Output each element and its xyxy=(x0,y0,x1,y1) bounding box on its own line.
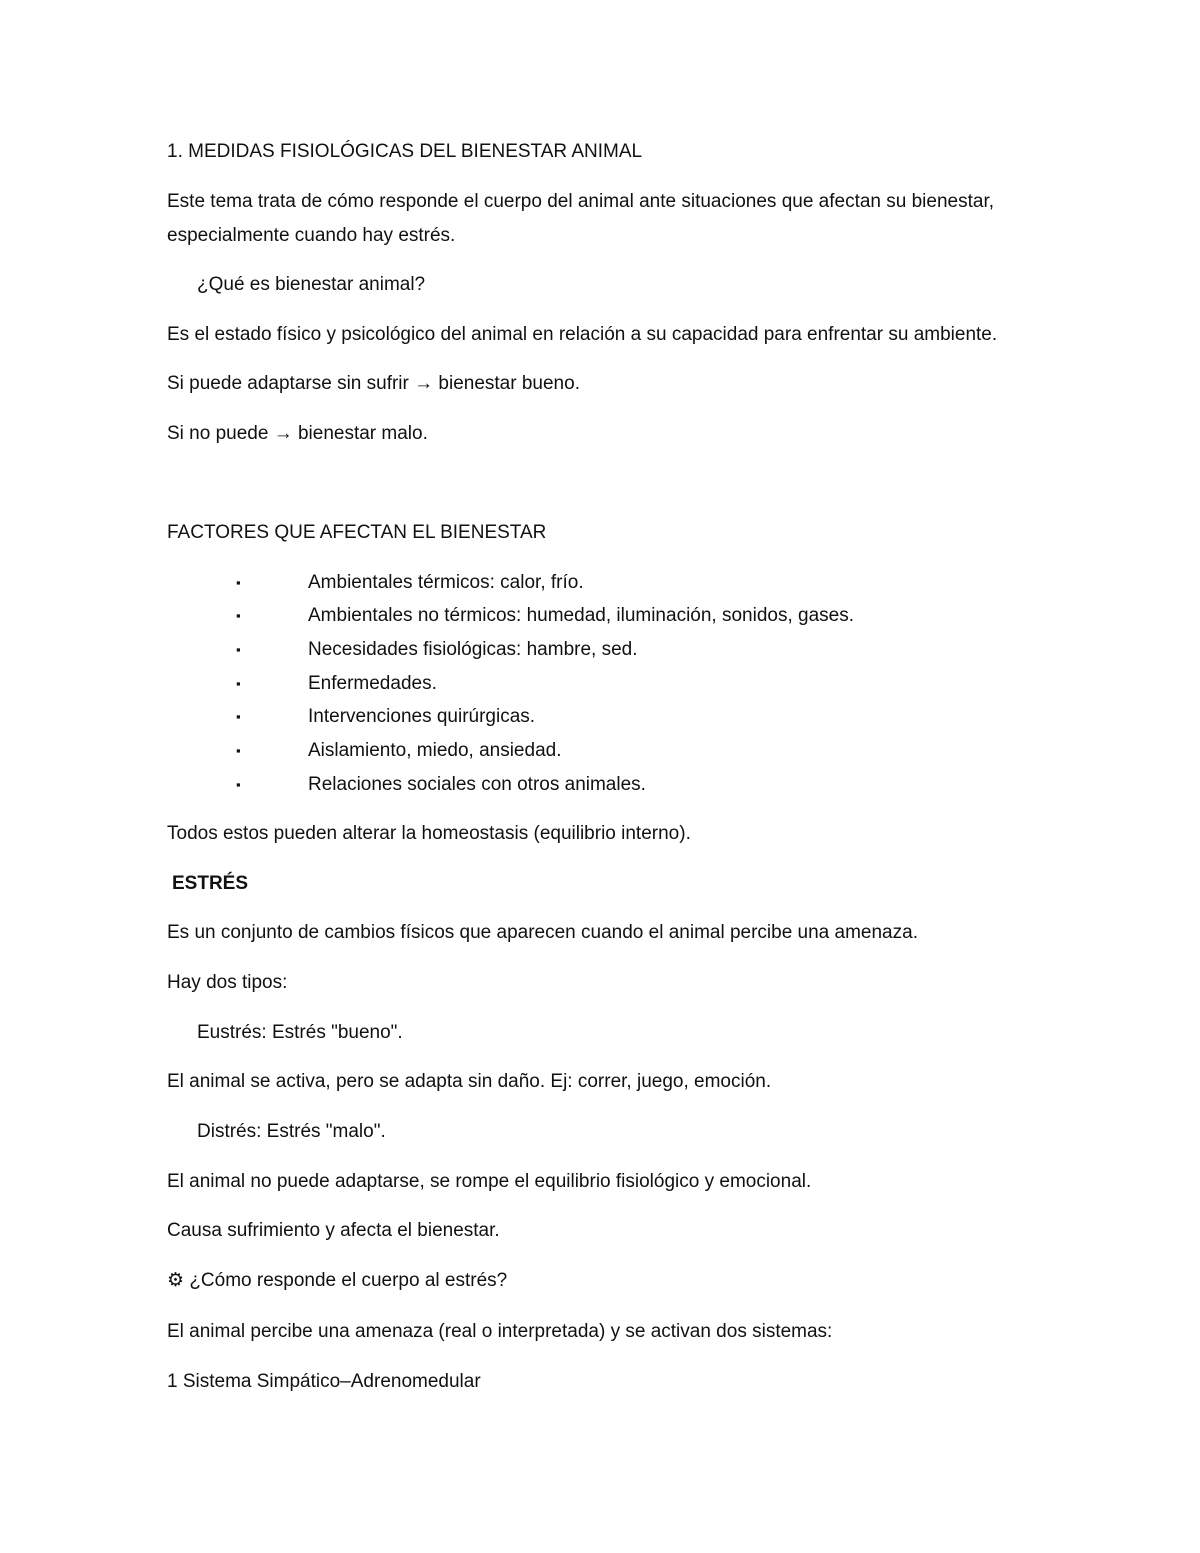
good-welfare-line: Si puede adaptarse sin sufrir → bienestar bueno. xyxy=(167,373,580,394)
bullet-icon: ▪ xyxy=(236,777,241,792)
eustress-description: El animal se activa, pero se adapta sin daño. Ej: correr, juego, emoción. xyxy=(167,1071,772,1092)
stress-definition: Es un conjunto de cambios físicos que aparecen cuando el animal percibe una amenaza. xyxy=(167,922,918,943)
bullet-icon: ▪ xyxy=(236,709,241,724)
two-types-line: Hay dos tipos: xyxy=(167,972,288,993)
bullet-icon: ▪ xyxy=(236,743,241,758)
intro-line-2: especialmente cuando hay estrés. xyxy=(167,225,456,246)
distress-effect: Causa sufrimiento y afecta el bienestar. xyxy=(167,1220,500,1241)
system-1-heading: 1 Sistema Simpático–Adrenomedular xyxy=(167,1371,481,1392)
homeostasis-line: Todos estos pueden alterar la homeostasis (equilibrio interno). xyxy=(167,823,691,844)
list-item-text: Aislamiento, miedo, ansiedad. xyxy=(308,740,562,761)
distress-description: El animal no puede adaptarse, se rompe el equilibrio fisiológico y emocional. xyxy=(167,1171,812,1192)
gear-icon: ⚙ xyxy=(167,1270,185,1291)
bullet-icon: ▪ xyxy=(236,575,241,590)
bullet-icon: ▪ xyxy=(236,608,241,623)
factors-heading: FACTORES QUE AFECTAN EL BIENESTAR xyxy=(167,522,547,543)
list-item-text: Enfermedades. xyxy=(308,673,437,694)
stress-heading: ESTRÉS xyxy=(172,873,249,894)
bullet-icon: ▪ xyxy=(236,676,241,691)
eustress-title: Eustrés: Estrés "bueno". xyxy=(197,1022,403,1043)
bullet-icon: ▪ xyxy=(236,642,241,657)
list-item-text: Intervenciones quirúrgicas. xyxy=(308,706,536,727)
welfare-question: ¿Qué es bienestar animal? xyxy=(197,274,426,295)
list-item-text: Relaciones sociales con otros animales. xyxy=(308,774,646,795)
body-response-question: ¿Cómo responde el cuerpo al estrés? xyxy=(189,1270,508,1291)
welfare-definition: Es el estado físico y psicológico del animal en relación a su capacidad para enfrentar su ambiente. xyxy=(167,324,998,345)
list-item-text: Ambientales térmicos: calor, frío. xyxy=(308,572,584,593)
body-response-line xyxy=(167,1269,507,1293)
list-item-text: Ambientales no térmicos: humedad, iluminación, sonidos, gases. xyxy=(308,605,855,626)
distress-title: Distrés: Estrés "malo". xyxy=(197,1121,386,1142)
section-heading: 1. MEDIDAS FISIOLÓGICAS DEL BIENESTAR ANIMAL xyxy=(167,141,643,162)
intro-line-1: Este tema trata de cómo responde el cuerpo del animal ante situaciones que afectan su bienestar, xyxy=(167,191,995,212)
bad-welfare-line: Si no puede → bienestar malo. xyxy=(167,423,428,444)
list-item-text: Necesidades fisiológicas: hambre, sed. xyxy=(308,639,638,660)
threat-perception-line: El animal percibe una amenaza (real o interpretada) y se activan dos sistemas: xyxy=(167,1321,833,1342)
